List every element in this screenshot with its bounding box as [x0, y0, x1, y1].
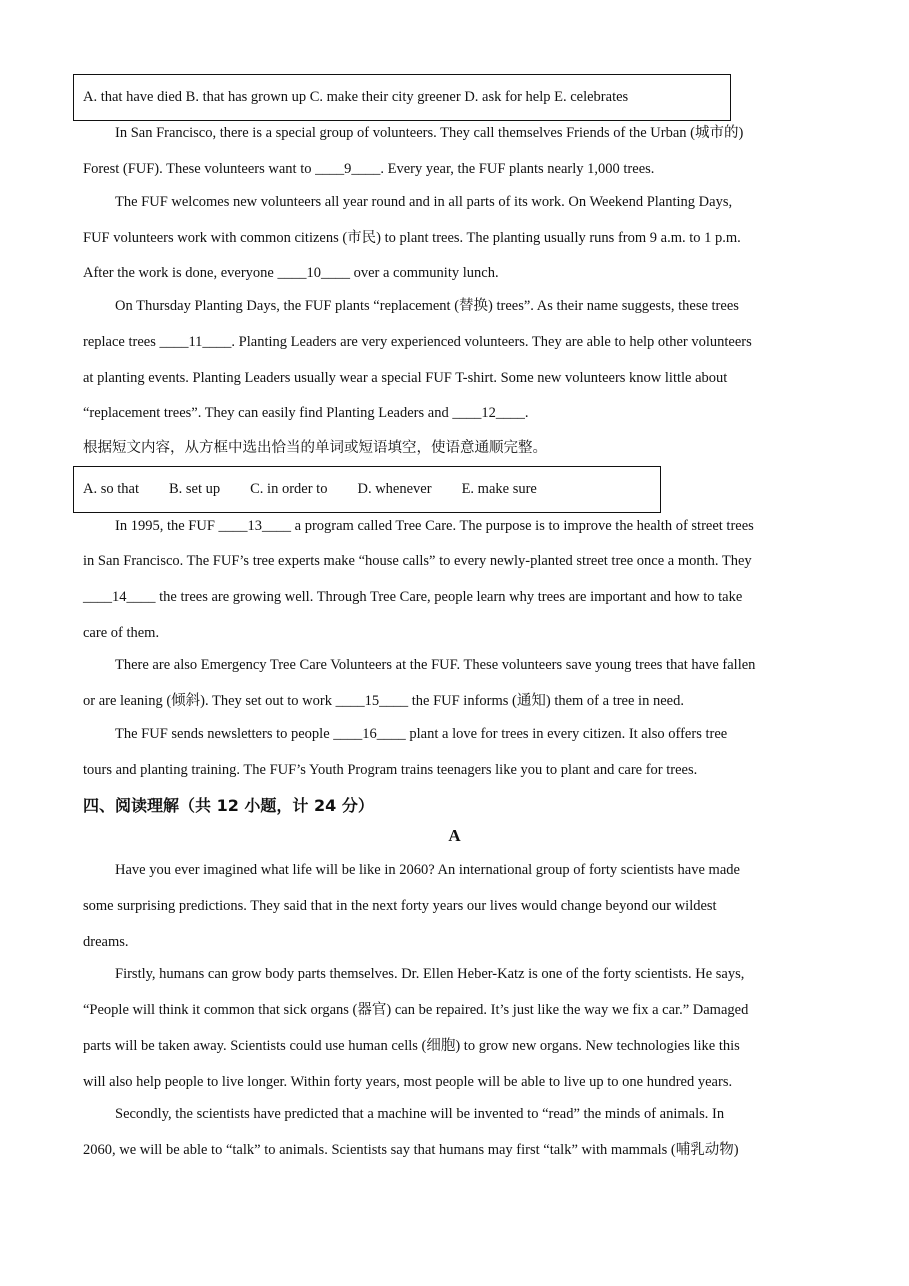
text-line: There are also Emergency Tree Care Volunteers at the FUF. These volunteers save young trees that have fallen	[115, 657, 756, 673]
text-line: The FUF sends newsletters to people ____16____ plant a love for trees in every citizen. It also offers tree	[115, 726, 728, 742]
text-line: On Thursday Planting Days, the FUF plants “replacement (替换) trees”. As their name suggests, these trees	[115, 298, 739, 314]
text-line: dreams.	[83, 934, 129, 950]
word-bank-option: D. whenever	[357, 481, 432, 497]
word-bank-option: C. in order to	[250, 481, 328, 497]
text-line: care of them.	[83, 625, 160, 641]
text-line: “People will think it common that sick organs (器官) can be repaired. It’s just like the way we fix a car.” Damaged	[83, 1002, 749, 1018]
passage-label: A	[448, 826, 461, 845]
text-line: at planting events. Planting Leaders usually wear a special FUF T-shirt. Some new volunteers know little about	[83, 370, 728, 386]
word-bank-option: A. so that	[83, 481, 139, 497]
text-line: 2060, we will be able to “talk” to animals. Scientists say that humans may first “talk” with mammals (哺乳动物)	[83, 1142, 739, 1158]
text-line: FUF volunteers work with common citizens (市民) to plant trees. The planting usually runs from 9 a.m. to 1 p.m.	[83, 230, 741, 246]
word-bank-box-1	[73, 74, 731, 121]
section-heading: 四、阅读理解（共 12 小题，计 24 分）	[83, 796, 374, 815]
text-line: ____14____ the trees are growing well. Through Tree Care, people learn why trees are important and how to take	[83, 589, 743, 605]
text-line: will also help people to live longer. Within forty years, most people will be able to live up to one hundred years.	[83, 1074, 733, 1090]
text-line: in San Francisco. The FUF’s tree experts make “house calls” to every newly-planted street tree once a month. They	[83, 553, 752, 569]
text-line: or are leaning (倾斜). They set out to work ____15____ the FUF informs (通知) them of a tree in need.	[83, 693, 684, 709]
instruction-text: 根据短文内容，从方框中选出恰当的单词或短语填空，使语意通顺完整。	[83, 440, 547, 456]
text-line: In 1995, the FUF ____13____ a program called Tree Care. The purpose is to improve the health of street trees	[115, 518, 754, 534]
text-line: “replacement trees”. They can easily find Planting Leaders and ____12____.	[83, 405, 529, 421]
text-line: Secondly, the scientists have predicted that a machine will be invented to “read” the minds of animals. In	[115, 1106, 725, 1122]
text-line: Forest (FUF). These volunteers want to ____9____. Every year, the FUF plants nearly 1,000 trees.	[83, 161, 655, 177]
word-bank-option: B. set up	[168, 481, 221, 497]
word-bank-options: A. that have died B. that has grown up C. make their city greener D. ask for help E. celebrates	[83, 89, 629, 105]
text-line: some surprising predictions. They said that in the next forty years our lives would change beyond our wildest	[83, 898, 717, 914]
text-line: replace trees ____11____. Planting Leaders are very experienced volunteers. They are able to help other volunteers	[83, 334, 752, 350]
text-line: After the work is done, everyone ____10____ over a community lunch.	[83, 265, 499, 281]
text-line: Firstly, humans can grow body parts themselves. Dr. Ellen Heber-Katz is one of the forty scientists. He says,	[115, 966, 745, 982]
text-line: Have you ever imagined what life will be like in 2060? An international group of forty scientists have made	[115, 862, 740, 878]
text-line: tours and planting training. The FUF’s Youth Program trains teenagers like you to plant and care for trees.	[83, 762, 698, 778]
text-line: In San Francisco, there is a special group of volunteers. They call themselves Friends of the Urban (城市的)	[115, 125, 744, 141]
text-line: parts will be taken away. Scientists could use human cells (细胞) to grow new organs. New technologies like this	[83, 1038, 740, 1054]
text-line: The FUF welcomes new volunteers all year round and in all parts of its work. On Weekend Planting Days,	[115, 194, 733, 210]
word-bank-option: E. make sure	[461, 481, 537, 497]
word-bank-box-2	[73, 466, 661, 513]
